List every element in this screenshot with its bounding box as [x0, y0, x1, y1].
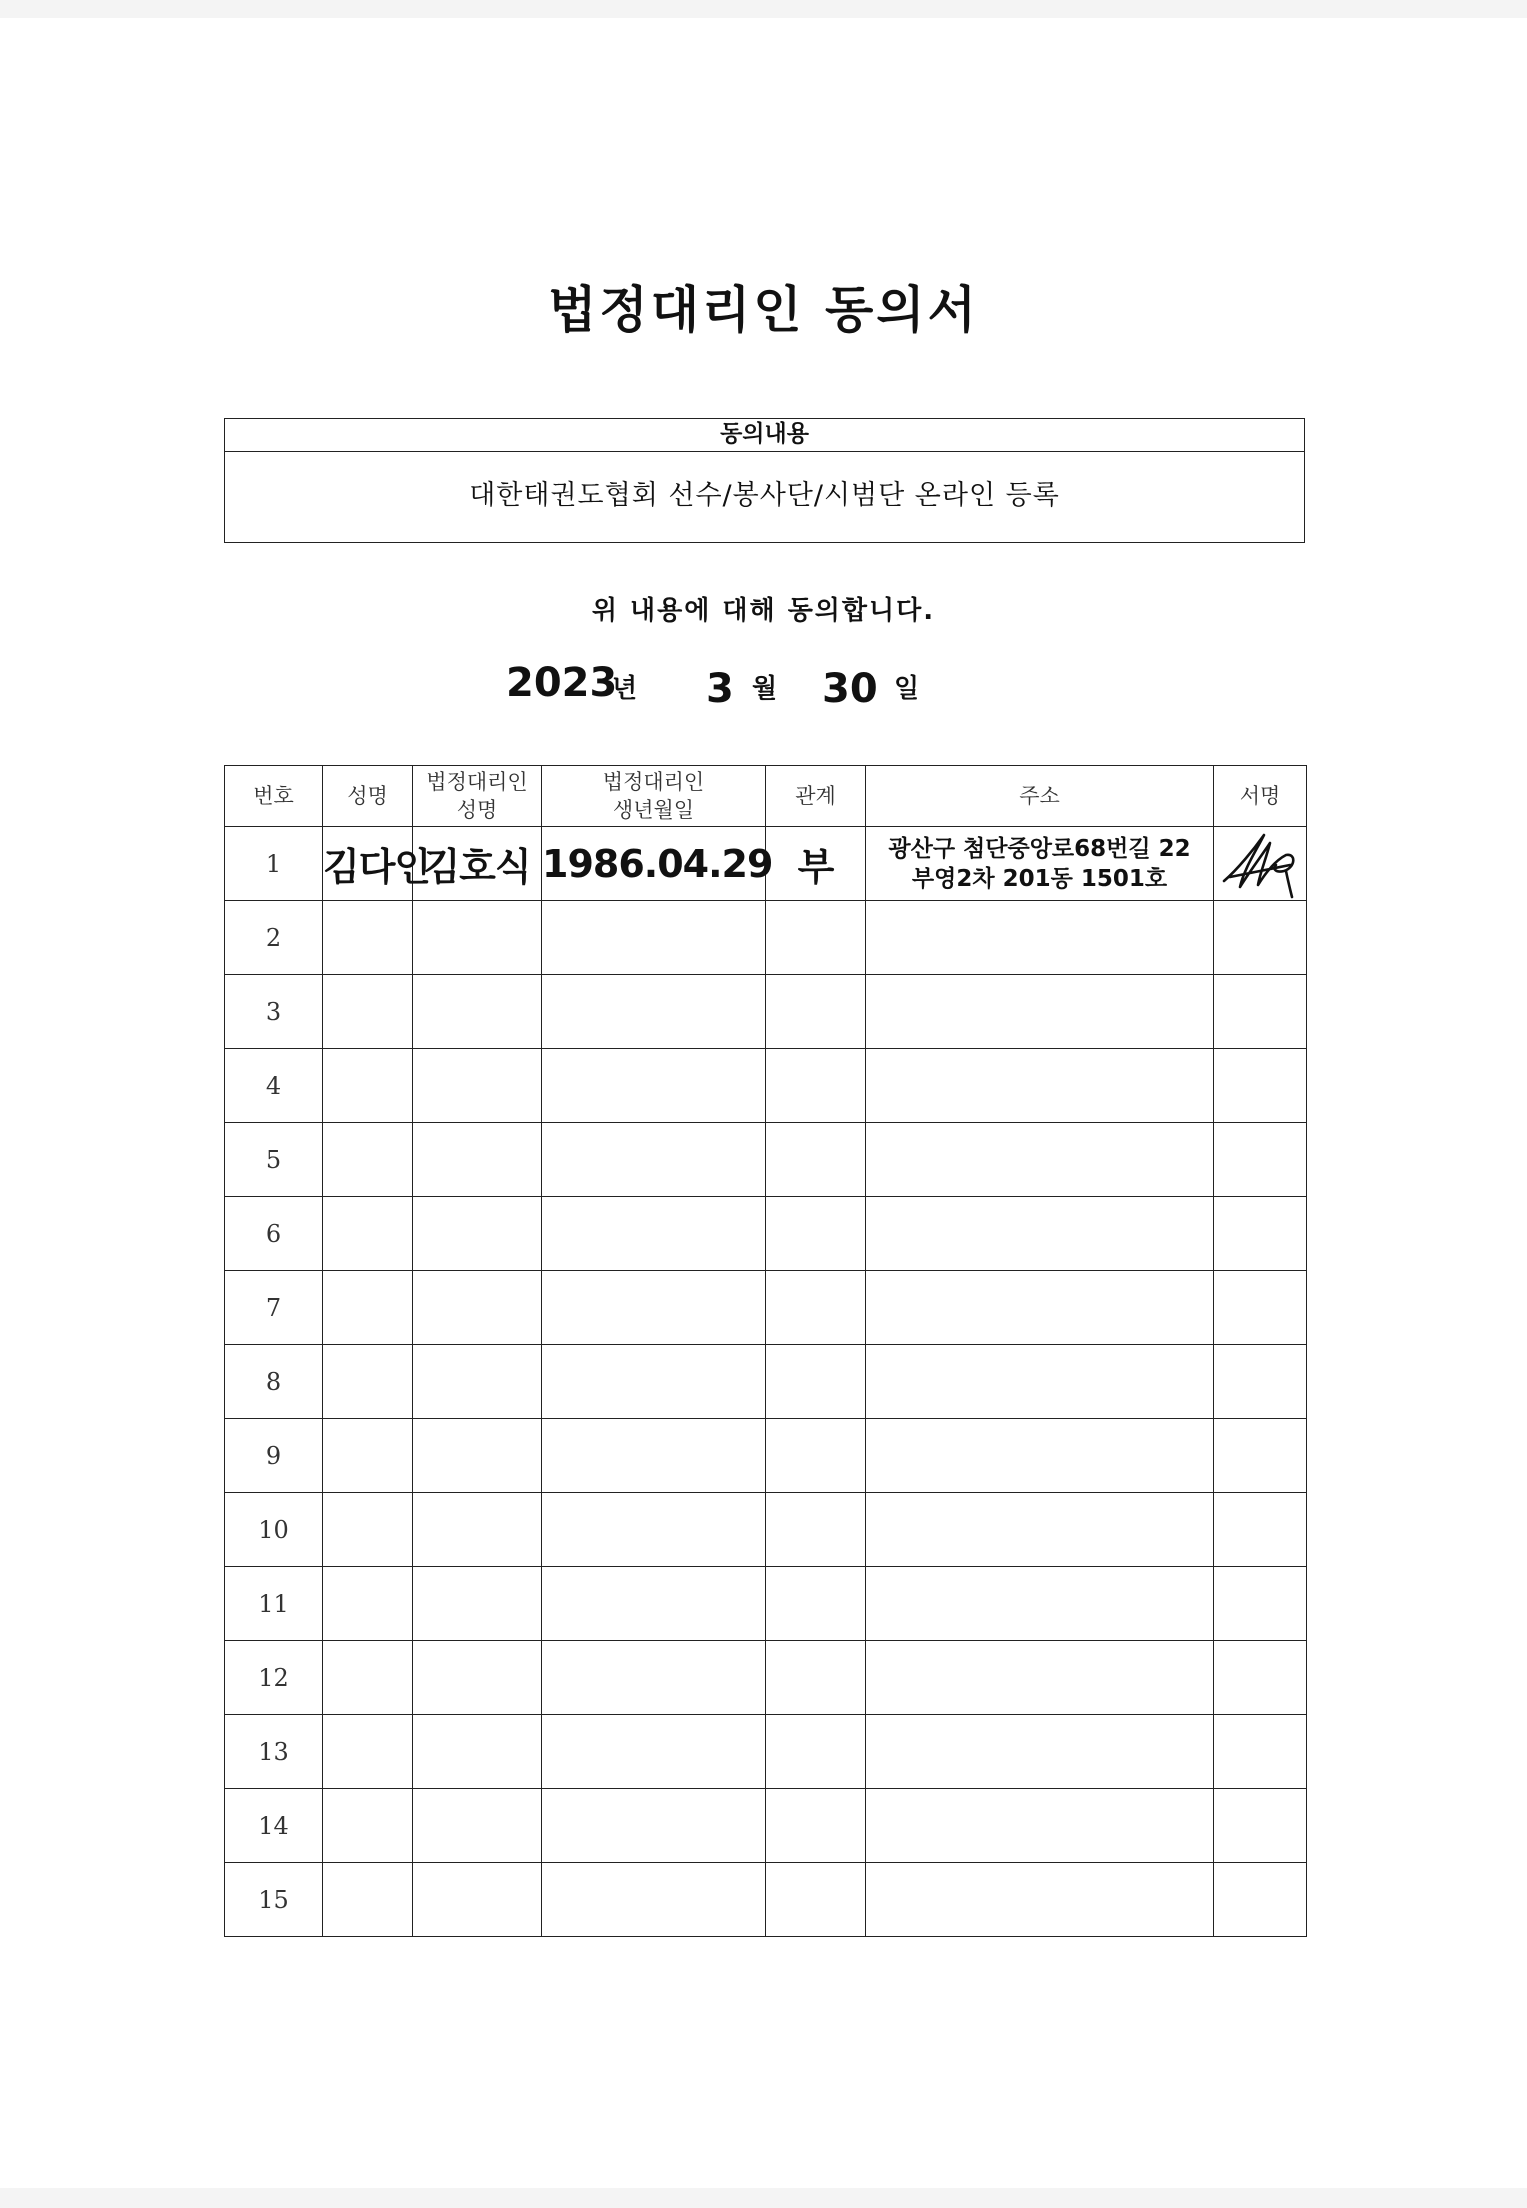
- relation: 부: [766, 827, 866, 901]
- address: [866, 901, 1214, 975]
- guardian-name: [413, 1715, 542, 1789]
- guardian-name: [413, 1863, 542, 1937]
- guardian-name: 김호식: [413, 827, 542, 901]
- header-guardian-name-line2: 성명: [456, 798, 498, 822]
- relation: [766, 1863, 866, 1937]
- table-row: [225, 1493, 1307, 1567]
- guardian-name: [413, 1789, 542, 1863]
- signature-cell: [1214, 1197, 1307, 1271]
- signature-cell: [1214, 1049, 1307, 1123]
- table-row: [225, 1123, 1307, 1197]
- address: [866, 1049, 1214, 1123]
- guardian-birthdate: [542, 1863, 766, 1937]
- member-name: [323, 1271, 413, 1345]
- address: [866, 827, 1214, 901]
- header-guardian-name: [413, 766, 542, 827]
- address: [866, 1419, 1214, 1493]
- row-number: 13: [225, 1715, 323, 1789]
- relation: [766, 1271, 866, 1345]
- address: [866, 1271, 1214, 1345]
- table-row: [225, 1271, 1307, 1345]
- handwritten-signature: [1220, 829, 1300, 899]
- table-row: [225, 827, 1307, 901]
- guardian-name: [413, 1197, 542, 1271]
- guardian-birthdate: [542, 901, 766, 975]
- row-number: 2: [225, 901, 323, 975]
- guardian-birthdate: [542, 1567, 766, 1641]
- address: [866, 1123, 1214, 1197]
- guardian-name: [413, 1049, 542, 1123]
- row-number: 8: [225, 1345, 323, 1419]
- signature-cell: [1214, 1419, 1307, 1493]
- header-name: 성명: [323, 766, 413, 827]
- relation: [766, 1123, 866, 1197]
- row-number: 3: [225, 975, 323, 1049]
- member-name: [323, 1789, 413, 1863]
- member-name: [323, 1493, 413, 1567]
- guardian-name: [413, 1419, 542, 1493]
- relation: [766, 1789, 866, 1863]
- guardian-birthdate: [542, 1789, 766, 1863]
- guardian-name: [413, 1271, 542, 1345]
- guardian-name: [413, 975, 542, 1049]
- signature-cell: [1214, 1493, 1307, 1567]
- row-number: 5: [225, 1123, 323, 1197]
- table-row: [225, 1345, 1307, 1419]
- table-row: [225, 1049, 1307, 1123]
- date-year-unit: 년: [612, 674, 638, 704]
- signature-cell: [1214, 1641, 1307, 1715]
- table-row: [225, 901, 1307, 975]
- signature-cell: [1214, 975, 1307, 1049]
- member-name: [323, 975, 413, 1049]
- consent-header: 동의내용: [225, 419, 1304, 452]
- guardian-name: [413, 1123, 542, 1197]
- header-no: 번호: [225, 766, 323, 827]
- table-header-row: [225, 766, 1307, 827]
- address: [866, 1715, 1214, 1789]
- date-year: 2023: [506, 660, 618, 706]
- guardian-name: [413, 1493, 542, 1567]
- header-relation: 관계: [766, 766, 866, 827]
- member-name: [323, 1715, 413, 1789]
- document-page: [0, 18, 1527, 2188]
- member-name: [323, 1197, 413, 1271]
- signature-cell: [1214, 1271, 1307, 1345]
- header-guardian-birth-line2: 생년월일: [612, 798, 695, 822]
- row-number: 4: [225, 1049, 323, 1123]
- member-name: 김다인: [323, 827, 413, 901]
- member-name: [323, 1863, 413, 1937]
- signature-cell: [1214, 1715, 1307, 1789]
- row-number: 1: [225, 827, 323, 901]
- table-row: [225, 1863, 1307, 1937]
- relation: [766, 1715, 866, 1789]
- signature-cell: [1214, 1789, 1307, 1863]
- address: [866, 1493, 1214, 1567]
- guardian-birthdate: [542, 1197, 766, 1271]
- address: [866, 1567, 1214, 1641]
- document-title: 법정대리인 동의서: [548, 281, 979, 339]
- row-number: 11: [225, 1567, 323, 1641]
- member-name: [323, 1123, 413, 1197]
- address: [866, 1345, 1214, 1419]
- signature-cell: [1214, 827, 1307, 901]
- guardian-birthdate: [542, 1493, 766, 1567]
- signing-date: [0, 658, 1527, 718]
- date-day-unit: 일: [894, 674, 920, 704]
- relation: [766, 1567, 866, 1641]
- member-name: [323, 1049, 413, 1123]
- relation: [766, 1493, 866, 1567]
- address: [866, 1863, 1214, 1937]
- address: [866, 1641, 1214, 1715]
- table-row: [225, 1641, 1307, 1715]
- guardian-birthdate: [542, 1345, 766, 1419]
- table-row: [225, 1789, 1307, 1863]
- relation: [766, 901, 866, 975]
- row-number: 12: [225, 1641, 323, 1715]
- relation: [766, 1419, 866, 1493]
- row-number: 9: [225, 1419, 323, 1493]
- date-month: 3: [706, 666, 734, 712]
- consent-text: 대한태권도협회 선수/봉사단/시범단 온라인 등록: [469, 480, 1060, 511]
- member-name: [323, 1567, 413, 1641]
- member-name: [323, 1641, 413, 1715]
- guardian-birthdate: [542, 1715, 766, 1789]
- address-line2: 부영2차 201동 1501호: [911, 865, 1168, 892]
- header-address: 주소: [866, 766, 1214, 827]
- guardian-consent-table: [224, 765, 1307, 1937]
- member-name: [323, 1419, 413, 1493]
- guardian-name: [413, 1567, 542, 1641]
- guardian-birthdate: [542, 1419, 766, 1493]
- table-row: [225, 975, 1307, 1049]
- table-row: [225, 1715, 1307, 1789]
- guardian-birthdate: [542, 1271, 766, 1345]
- guardian-birthdate: [542, 975, 766, 1049]
- member-name: [323, 901, 413, 975]
- table-row: [225, 1567, 1307, 1641]
- relation: [766, 975, 866, 1049]
- header-guardian-birth: [542, 766, 766, 827]
- guardian-birthdate: [542, 1641, 766, 1715]
- guardian-name: [413, 901, 542, 975]
- signature-cell: [1214, 1863, 1307, 1937]
- consent-box: [224, 418, 1305, 543]
- relation: [766, 1197, 866, 1271]
- row-number: 6: [225, 1197, 323, 1271]
- guardian-name: [413, 1345, 542, 1419]
- guardian-birthdate: [542, 1049, 766, 1123]
- row-number: 7: [225, 1271, 323, 1345]
- signature-cell: [1214, 1567, 1307, 1641]
- address-line1: 광산구 첨단중앙로68번길 22: [888, 835, 1191, 862]
- signature-cell: [1214, 1345, 1307, 1419]
- guardian-name: [413, 1641, 542, 1715]
- header-guardian-birth-line1: 법정대리인: [602, 770, 705, 794]
- address: [866, 1197, 1214, 1271]
- table-row: [225, 1419, 1307, 1493]
- table-row: [225, 1197, 1307, 1271]
- address: [866, 975, 1214, 1049]
- date-month-unit: 월: [752, 674, 778, 704]
- row-number: 14: [225, 1789, 323, 1863]
- header-signature: 서명: [1214, 766, 1307, 827]
- guardian-birthdate: [542, 1123, 766, 1197]
- relation: [766, 1049, 866, 1123]
- agreement-statement: 위 내용에 대해 동의합니다.: [591, 596, 936, 626]
- relation: [766, 1345, 866, 1419]
- row-number: 10: [225, 1493, 323, 1567]
- row-number: 15: [225, 1863, 323, 1937]
- signature-cell: [1214, 1123, 1307, 1197]
- guardian-birthdate: 1986.04.29: [542, 827, 766, 901]
- address: [866, 1789, 1214, 1863]
- date-day: 30: [822, 666, 878, 712]
- header-guardian-name-line1: 법정대리인: [426, 770, 528, 794]
- relation: [766, 1641, 866, 1715]
- signature-cell: [1214, 901, 1307, 975]
- member-name: [323, 1345, 413, 1419]
